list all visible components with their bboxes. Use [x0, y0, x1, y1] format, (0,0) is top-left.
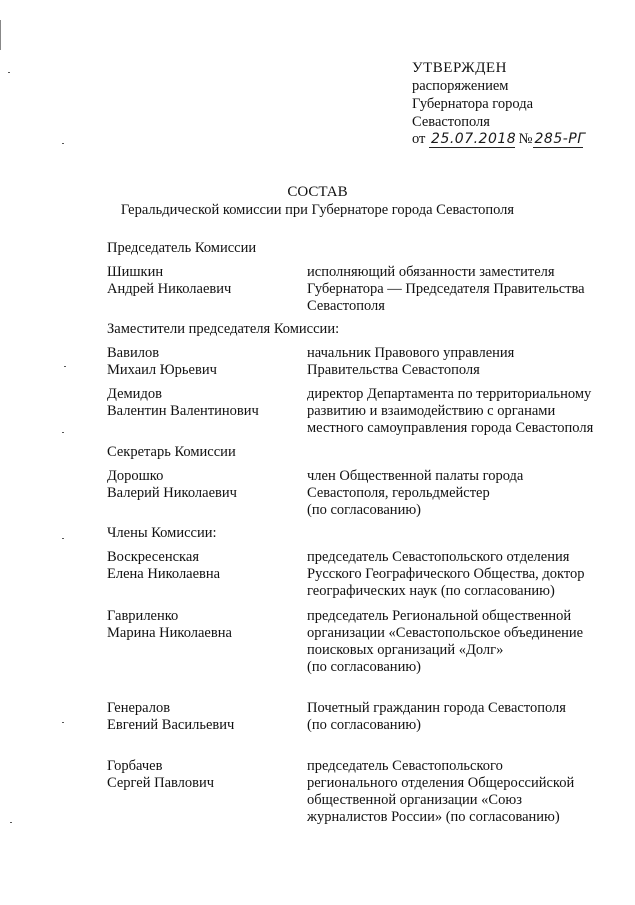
approval-line-2: Губернатора города	[412, 96, 534, 112]
person-surname: Горбачев	[107, 758, 163, 774]
person-given-name: Марина Николаевна	[107, 625, 232, 641]
person-surname: Дорошко	[107, 468, 164, 484]
person-desc-line: (по согласованию)	[307, 659, 421, 675]
person-given-name: Евгений Васильевич	[107, 717, 235, 733]
person-desc-line: поисковых организаций «Долг»	[307, 642, 504, 658]
person-desc-line: (по согласованию)	[307, 502, 421, 518]
person-desc-line: Русского Географического Общества, доктор	[307, 566, 585, 582]
document-subtitle: Геральдической комиссии при Губернаторе города Севастополя	[120, 202, 515, 218]
scan-speck	[62, 143, 64, 144]
person-given-name: Андрей Николаевич	[107, 281, 232, 297]
person-surname: Демидов	[107, 386, 162, 402]
approval-title: УТВЕРЖДЕН	[412, 60, 507, 76]
scan-speck	[10, 822, 12, 823]
approval-date-number	[412, 131, 586, 148]
person-desc-line: исполняющий обязанности заместителя	[307, 264, 555, 280]
scan-edge-mark	[0, 20, 1, 50]
person-given-name: Михаил Юрьевич	[107, 362, 217, 378]
scan-speck	[8, 72, 10, 73]
person-desc-line: председатель Севастопольского отделения	[307, 549, 570, 565]
person-desc-line: организации «Севастопольское объединение	[307, 625, 584, 641]
scan-speck	[62, 722, 64, 723]
person-desc-line: развитию и взаимодействию с органами	[307, 403, 556, 419]
person-desc-line: (по согласованию)	[307, 717, 421, 733]
person-surname: Воскресенская	[107, 549, 199, 565]
number-label: №	[518, 131, 533, 147]
person-desc-line: регионального отделения Общероссийской	[307, 775, 575, 791]
approval-date: 25.07.2018	[431, 131, 517, 147]
person-given-name: Валентин Валентинович	[107, 403, 259, 419]
person-desc-line: Севастополя, герольдмейстер	[307, 485, 490, 501]
person-given-name: Сергей Павлович	[107, 775, 215, 791]
scan-speck	[62, 432, 64, 433]
person-surname: Вавилов	[107, 345, 160, 361]
section-members: Члены Комиссии:	[107, 525, 217, 541]
person-desc-line: Севастополя	[307, 298, 385, 314]
approval-stamp	[412, 60, 533, 131]
person-desc-line: директор Департамента по территориальному	[307, 386, 592, 402]
person-surname: Шишкин	[107, 264, 164, 280]
scan-speck	[62, 538, 64, 539]
person-desc-line: председатель Региональной общественной	[307, 608, 572, 624]
person-desc-line: местного самоуправления города Севастополя	[307, 420, 594, 436]
person-surname: Генералов	[107, 700, 171, 716]
from-label: от	[412, 131, 426, 147]
person-desc-line: общественной организации «Союз	[307, 792, 522, 808]
section-deputies: Заместители председателя Комиссии:	[107, 321, 340, 337]
section-secretary: Секретарь Комиссии	[107, 444, 236, 460]
approval-line-1: распоряжением	[412, 78, 509, 94]
person-desc-line: член Общественной палаты города	[307, 468, 524, 484]
person-surname: Гавриленко	[107, 608, 179, 624]
approval-number: 285-РГ	[534, 131, 586, 147]
person-desc-line: журналистов России» (по согласованию)	[307, 809, 560, 825]
approval-line-3: Севастополя	[412, 114, 490, 130]
person-desc-line: Почетный гражданин города Севастополя	[307, 700, 566, 716]
person-desc-line: председатель Севастопольского	[307, 758, 503, 774]
person-given-name: Елена Николаевна	[107, 566, 221, 582]
person-desc-line: географических наук (по согласованию)	[307, 583, 555, 599]
scan-speck	[64, 366, 66, 367]
document-title: СОСТАВ	[287, 184, 348, 200]
person-desc-line: начальник Правового управления	[307, 345, 515, 361]
person-desc-line: Правительства Севастополя	[307, 362, 480, 378]
section-chair: Председатель Комиссии	[107, 240, 257, 256]
person-desc-line: Губернатора — Председателя Правительства	[307, 281, 585, 297]
person-given-name: Валерий Николаевич	[107, 485, 237, 501]
